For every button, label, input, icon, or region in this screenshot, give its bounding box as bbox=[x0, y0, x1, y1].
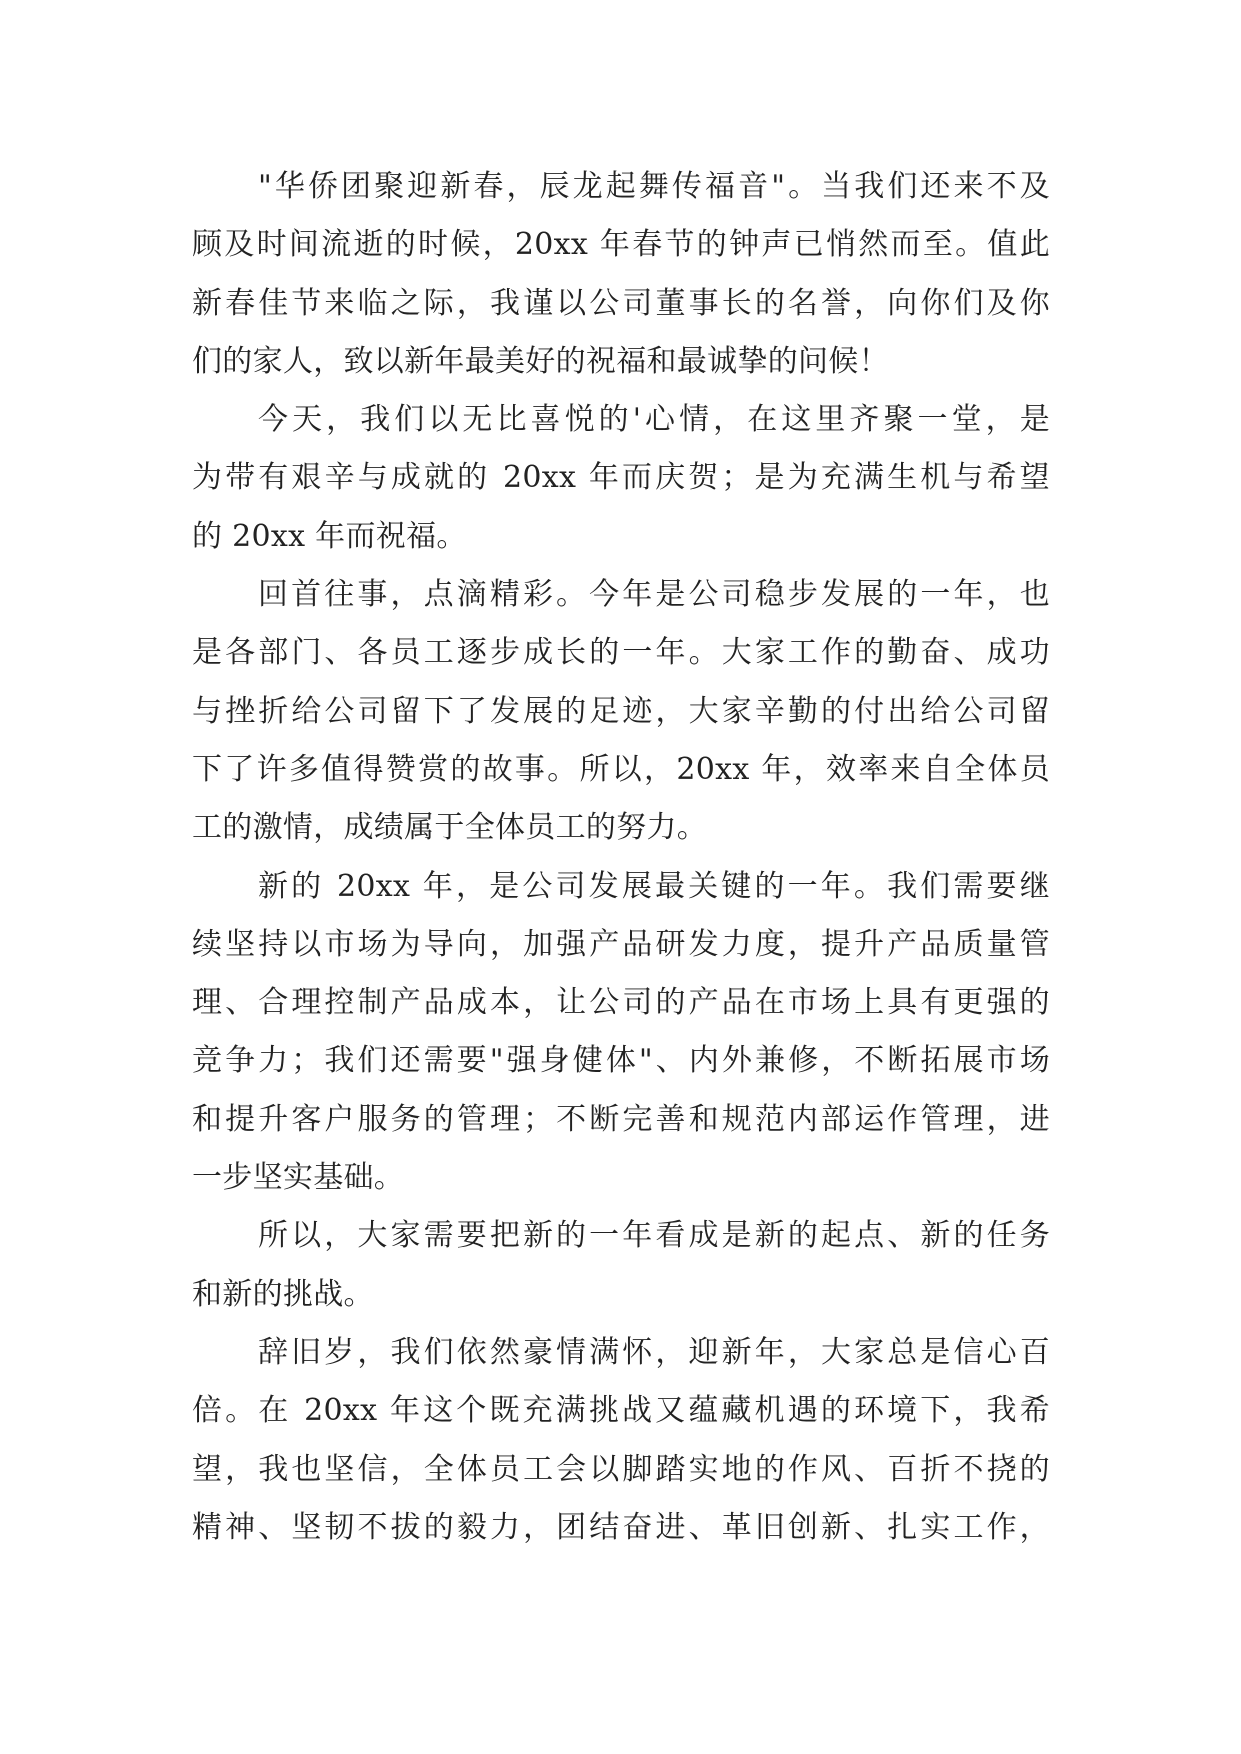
text-line: 工的激情，成绩属于全体员工的努力。 bbox=[192, 810, 708, 846]
text-line: 所以，大家需要把新的一年看成是新的起点、新的任务 bbox=[258, 1218, 1050, 1254]
text-line: 辞旧岁，我们依然豪情满怀，迎新年，大家总是信心百 bbox=[258, 1334, 1050, 1370]
text-line: 竞争力；我们还需要"强身健体"、内外兼修，不断拓展市场 bbox=[192, 1043, 1050, 1079]
text-line: 新的 20xx 年，是公司发展最关键的一年。我们需要继 bbox=[258, 868, 1050, 904]
text-line: "华侨团聚迎新春，辰龙起舞传福音"。当我们还来不及 bbox=[258, 169, 1050, 204]
text-line: 为带有艰辛与成就的 20xx 年而庆贺；是为充满生机与希望 bbox=[192, 460, 1050, 496]
text-line: 望，我也坚信，全体员工会以脚踏实地的作风、百折不挠的 bbox=[192, 1451, 1050, 1487]
text-line: 与挫折给公司留下了发展的足迹，大家辛勤的付出给公司留 bbox=[192, 693, 1050, 729]
text-line: 一步坚实基础。 bbox=[192, 1160, 405, 1196]
text-line: 倍。在 20xx 年这个既充满挑战又蕴藏机遇的环境下，我希 bbox=[192, 1393, 1050, 1429]
text-line: 续坚持以市场为导向，加强产品研发力度，提升产品质量管 bbox=[192, 926, 1050, 962]
text-line: 下了许多值得赞赏的故事。所以，20xx 年，效率来自全体员 bbox=[192, 751, 1050, 787]
text-line: 的 20xx 年而祝福。 bbox=[192, 518, 467, 554]
text-line: 理、合理控制产品成本，让公司的产品在市场上具有更强的 bbox=[192, 985, 1050, 1021]
text-line: 顾及时间流逝的时候，20xx 年春节的钟声已悄然而至。值此 bbox=[192, 227, 1050, 263]
text-line: 今天，我们以无比喜悦的'心情，在这里齐聚一堂，是 bbox=[258, 402, 1050, 438]
text-line: 们的家人，致以新年最美好的祝福和最诚挚的问候！ bbox=[192, 343, 889, 379]
text-line: 新春佳节来临之际，我谨以公司董事长的名誉，向你们及你 bbox=[192, 285, 1050, 321]
text-line: 回首往事，点滴精彩。今年是公司稳步发展的一年，也 bbox=[258, 577, 1050, 613]
document-body bbox=[192, 158, 1050, 1557]
text-line: 是各部门、各员工逐步成长的一年。大家工作的勤奋、成功 bbox=[192, 635, 1050, 671]
text-line: 和新的挑战。 bbox=[192, 1276, 374, 1312]
text-line: 精神、坚韧不拔的毅力，团结奋进、革旧创新、扎实工作， bbox=[192, 1509, 1050, 1545]
text-line: 和提升客户服务的管理；不断完善和规范内部运作管理，进 bbox=[192, 1101, 1050, 1137]
